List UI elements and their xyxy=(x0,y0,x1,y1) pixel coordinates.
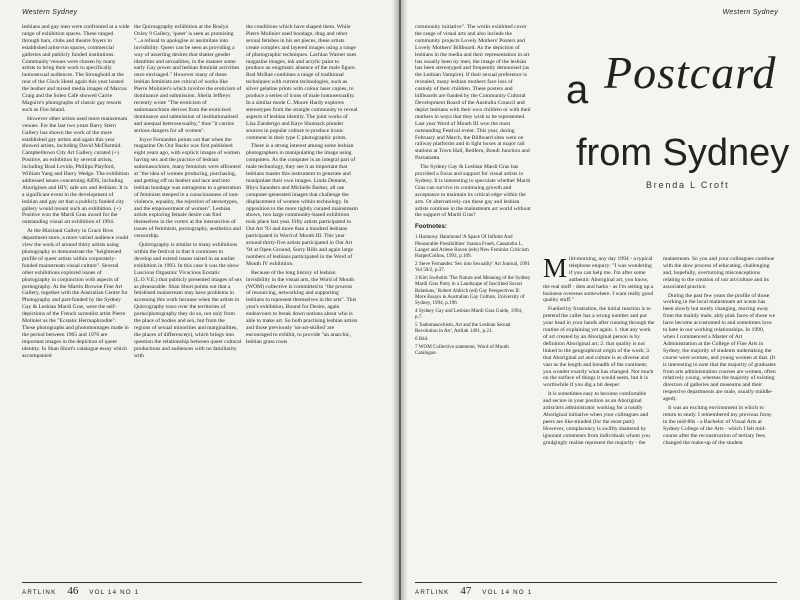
paragraph: At the Blaxland Gallery in Grace Bros department store, a more varied audience could view the work of around thirty artists using photography to demonstrate the "heightened profile of queer artists within corporately-funded mainstream visual culture". Several other exhibitions explored issues of photography in conjunction with aspects of pornography. At the Martin Browne Fine Art Gallery, together with the Australian Centre for Photography and part-funded by the Sydney Gay & Lesbian Mardi Gras, were the self-depictions of the French surrealist artist Pierre Molinier as the "Ecstatic Hermaphrodite". These photographs and photomontages made in the period between 1965 and 1976 are important images in the depiction of queer identity. In Shan Short's catalogue essay which accompanied xyxy=(22,228,129,359)
left-column-3 xyxy=(246,24,358,580)
page-number: 46 xyxy=(67,585,79,597)
paragraph: Fuelled by frustration, the initial reaction is to pretend the caller has a wrong number and put your head in your hands after running through the routine of explaining yet again. 1. that any work of art created by an Aboriginal person is by definition Aboriginal art; 2. that quality is not linked to the geographical origin of the work; 3. that Aboriginal art and culture is as diverse and vast as the length and breadth of the continent; you wonder exactly what has changed. Not much on the surface of things it would seem, but it is worthwhile if you dig a bit deeper. xyxy=(543,306,655,389)
title-from-sydney: from Sydney xyxy=(576,132,790,174)
footnote: 3 Kim Swiholm 'The Nature and Meaning of the Sydney Mardi Gras Party in a Landscape of Inscribed Social Relations,' Robert Aldrich (ed) Gay Perspectives II: More Essays in Australian Gay Culture, University of Sydney, 1994, p.196. xyxy=(415,275,531,307)
paragraph: Because of the long history of lesbian invisibility in the visual arts, the Word of Mouth (WOM) collective is committed to "the process of resourcing, networking and supporting lesbians to represent themselves in the arts". This year's exhibition, Bound for Desire, again endeavours to break down notions about who is able to make art. So both practising lesbian artists and those previously 'un-art-skilled' are encouraged to exhibit, to provide "an anarchic, lesbian grass roots xyxy=(246,269,358,345)
footer-right xyxy=(415,585,532,597)
paragraph: lesbians and gay men were confronted at a wide range of exhibition spaces. These ranged through bars, clubs and theatre foyers to established artist-run spaces, commercial galleries and publicly funded institutions. Community venues were chosen by many artists to bring their work to specifically homosexual audiences. The Stronghold at the rear of the Clock Hotel again this year hosted the leather and mixed media images of Marcus Craig and the Soleo Café showed Carrie Maguire's photographs of classic gay resorts such as Fire Island. xyxy=(22,24,130,113)
running-head-left: Western Sydney xyxy=(22,9,78,16)
footer-left xyxy=(22,585,139,597)
footer-volume: VOL 14 NO 1 xyxy=(89,589,140,596)
paragraph: Joyce Fernandez points out that when the magazine On Our Backs was first published eight years ago, with explicit images of women having sex and the practice of lesbian sadomasochism, many feminists were affronted at "the idea of women producing, purchasing, and getting off on leather and lace and into lesbian bondage was outrageous to a generation of feminists steeped in a consciousness of non-violence, equality, the rejection of stereotypes, and the empowerment of women". Lesbian artists exploring female desire can find themselves in the vortex at the intersection of issues of feminism, pornography, aesthetics and censorship. xyxy=(134,136,241,240)
right-column-1 xyxy=(415,24,531,580)
footer-volume: VOL 14 NO 1 xyxy=(482,589,533,596)
footer-rule-right xyxy=(415,582,777,583)
byline: Brenda L Croft xyxy=(646,180,730,190)
paragraph: community initiative". The works exhibited cover the range of visual arts and also include the community projects Lovely Mothers' Posters and Lovely Mothers' Billboard. As the depiction of lesbians in the media and their representation in art has usually been by men, the image of the lesbian has been stereotyped and frequently demonised (as the Lesbian Vampire). If their sexual preference is revealed, many lesbian mothers face loss of custody of their children. These posters and billboards are funded by the Community Cultural Development Board of the Australia Council and depict lesbians with their own children or with their mothers in ways that they wish to be represented. Last year Word of Mouth III won the most outstanding Festival event. This year, during February and March, the Billboard sites were on railway platforms and in light boxes at major rail stations at Town Hall, Redfern, Bondi Junction and Parramatta. xyxy=(415,24,531,162)
title-a: a xyxy=(566,68,589,112)
paragraph: The Sydney Gay & Lesbian Mardi Gras has provided a focus and support for visual artists in Sydney. It is interesting to speculate whether Mardi Gras can survive its continuing growth and acceptance to maintain its critical edge within the arts. Or alternatively can these gay and lesbian artists continue in the mainstream art world without the support of Mardi Gras? xyxy=(415,164,531,219)
paragraph-text: ild-morning, any day 1994 - a typical telephone enquiry: "I was wondering if you can help me. I'm after some authentic Aboriginal art, you know, the real stuff - dots and barks - as I'm setting up a business overseas somewhere. I want really good quality stuff." xyxy=(543,256,654,304)
right-column-2 xyxy=(543,256,655,580)
left-column-1 xyxy=(22,24,130,580)
paragraph: Quirrography is similar to many exhibitions within the festival in that it continues to develop and extend issues raised in an earlier exhibition in 1993. In this case it was the show Luscious Orgasmic Vivacious Ecstatic (L.O.V.E.) that publicly presented images of sex as pleasurable. Shan Short points out that a fetishised mainstream may have problems in accessing this work because when the artists in Quirrography trace over the territories of porno/photography they do so, not only from the place of bodies and sex, but from the regions of sexual minorities and marginalities, the places of difference(s), which brings into question the relationship between queer cultural productions and audiences with no familiarity with xyxy=(134,242,242,359)
paragraph: the conditions which have shaped them. While Pierre Molinier used bondage, drag and other sexual fetishes in his set pieces, these artists create complex and layered images using a range of photographic techniques. Lachlan Warner uses magazine images, ink and acrylic paint to produce an enigmatic absence of the male figure. Rod McRae combines a range of traditional techniques with current technologies, such as silver gelatine prints with colour laser copies, to produce a series of icons of male homosexuality. In a similar mode C. Moore Hardy explores stereotypes from the straight community to reveal aspects of lesbian identity. The joint works of Lisa Zanderigo and Kaye Shumack plunder sources in popular culture to produce ironic comment in their type C photographic prints. xyxy=(246,24,358,141)
footnote: 4 Sydney Gay and Lesbian Mardi Gras Guide, 1994, p.7. xyxy=(415,308,523,321)
drop-cap: M xyxy=(543,256,568,283)
footnote: 7 WOM Collective statement, Word of Mouth Catalogue. xyxy=(415,344,509,357)
right-column-3 xyxy=(663,256,777,580)
footnote: 6 Ibid. xyxy=(415,336,429,343)
footnote: 5 'Sadomasochism, Art and the Lesbian Sexual Revolution in Art', Artlink 1491, p.21. xyxy=(415,322,511,335)
left-column-2 xyxy=(134,24,242,580)
footnote: 1 Harmony Hammond 'A Space Of Infinite And Pleasurable Possibilities' Joanna Frueh, Cassandra L. Langer and Arlene Raven (eds) New Feminist Criticism HarperCollins, 1993, p.109. xyxy=(415,234,529,260)
paragraph: However other artists used more mainstream venues. For the last two years Barry Stern Gallery has shown the work of the more established gay artists and again this year showed artists, including David McDiarmid. Campbelltown City Art Gallery curated (+) Positive, an exhibition by several artists, including Brad Levido, Phillipa Playford, William Yang and Harry Wedge. The exhibition addressed issues concerning AIDS, including Aborigines and HIV, safe sex and lesbians. It is a significant event in the development of lesbian and gay art that a publicly funded city gallery would mount such an exhibition. (+) Positive won the Mardi Gras award for the outstanding visual art exhibition of 1994. xyxy=(22,115,129,226)
paragraph xyxy=(543,256,655,304)
paragraph: It is sometimes easy to become comfortable and secure in your position as an Aboriginal artist/arts administrator working for a totally Aboriginal initiative when your colleagues and peers are like-minded (for the most part). However, complacency is swiftly shattered by ignorant comments from individuals whom you grudgingly realise represent the majority - the xyxy=(543,391,650,446)
left-page xyxy=(0,0,399,600)
paragraph: mainstream. So you and your colleagues continue with the slow process of educating, challenging and, hopefully, overturning misconceptions relating to the creation of our art/culture and its associated practice. xyxy=(663,256,775,290)
footnote: 2 Steve Fernandez 'Sex into Sexuality' Art Journal, 1991 Vol 50/2, p.37. xyxy=(415,260,530,274)
running-head-right: Western Sydney xyxy=(722,9,778,16)
title-postcard: Postcard xyxy=(604,47,777,98)
footer-rule-left xyxy=(22,582,362,583)
paragraph: There is a strong interest among some lesbian photographers in manipulating the image using computers. As the computer is an integral part of male technology, they see it as important that lesbians master this instrument to generate and manipulate their own images. Linda Dement, Rhyu Saunders and Michelle Barker, all use computer-generated images that challenge the displacement of women within technology. In opposition to the more tightly curated mainstream shows, two large community-based exhibition took place last year. Fifty artists participated in Out Art '93 and more than a hundred lesbians participated in Word of Mouth III. This year around thirty-five artists participated in Out Art '94 at Open Ground, Surry Hills and again large numbers of lesbians participated in the Word of Mouth IV exhibition. xyxy=(246,143,358,267)
page-number: 47 xyxy=(460,585,472,597)
paragraph: During the past few years the profile of those working in the local mainstream art scene has been slowly but surely changing, moving away from the mainly male, ably pink faces of those we have become accustomed to and sometimes love to hate in our working relationships. In 1990, when I commenced a Master of Art Administration at the College of Fine Arts in Sydney, the majority of students undertaking the course were women, and young women at that. (It is interesting to note that the majority of graduates from arts administration courses are women, often relatively young, whereas the majority of existing directors of galleries and museums and their respective departments are male, usually middle-aged). xyxy=(663,292,776,403)
footer-magazine: ARTLINK xyxy=(22,589,57,596)
footer-magazine: ARTLINK xyxy=(415,589,450,596)
footnotes-title: Footnotes: xyxy=(415,223,447,231)
paragraph: It was an exciting environment in which to return to study. I remembered my previous foray in the mid-80s - a Bachelor of Visual Arts at Sydney College of the Arts - which I felt mid-course after the reconstruction of tertiary fees changed the make-up of the student xyxy=(663,405,772,446)
paragraph: the Quiroagraphy exhibition at the Roslyn Oxley 9 Gallery, 'queer' is seen as promising "...a refusal to apologise or assimilate into invisibility. Queer can be seen as providing a way of asserting desires that shatter gender identities and sexualities, in the manner some early Gay power and lesbian feminist activities once envisaged." However many of these lesbian feminists are critical of works like Pierre Molinier's which involve the eroticism of dominance and submission. Sheila Jeffreys recently wrote "The eroticism of sadomasochism derives from the eroticised dominance and submission of institutionalised and unequal heterosexuality," thus "it carries serious dangers for all women". xyxy=(134,24,242,134)
right-page xyxy=(401,0,800,600)
